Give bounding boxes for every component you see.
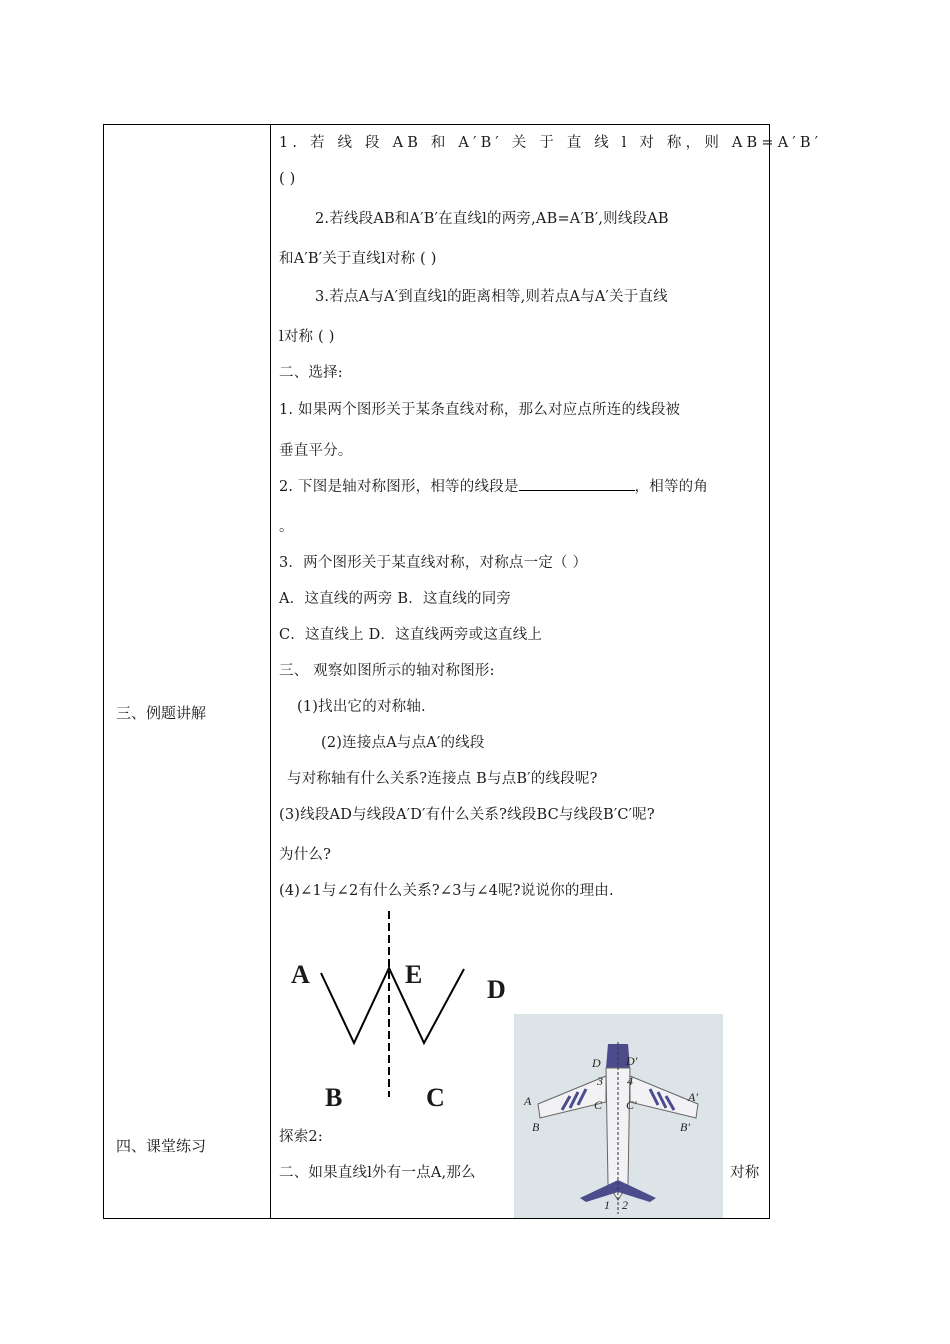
section-label-examples: 三、例题讲解 [116,704,207,722]
airplane-drawing [514,1014,723,1218]
choice-2-tail: ，相等的角 [634,479,709,495]
choice-2-text: 2. 下图是轴对称图形，相等的线段是 [279,479,519,495]
explore-2-question-tail: 对称 [730,1165,760,1181]
answer-blank [519,476,635,491]
choice-3-options-cd: C．这直线上 D．这直线两旁或这直线上 [279,627,543,643]
observe-2: (2)连接点A与点A′的线段 [321,735,485,751]
question-1-bracket: ( ) [279,171,296,187]
section-label-practice: 四、课堂练习 [116,1137,207,1155]
plane-label-d: D [592,1056,601,1070]
question-1: 1. 若 线 段 AB 和 A′B′ 关 于 直 线 l 对 称，则 AB=A′B′ [279,135,823,151]
question-3: 3.若点A与A′到直线l的距离相等,则若点A与A′关于直线 [315,289,668,305]
column-divider [270,125,271,1218]
choice-2-end: 。 [279,519,294,535]
w-label-c: C [426,1083,445,1112]
plane-label-a-prime: A′ [688,1090,698,1104]
heading-observe: 三、 观察如图所示的轴对称图形: [279,663,495,679]
plane-label-d-prime: D′ [626,1054,638,1068]
plane-label-a: A [524,1094,532,1108]
w-label-a: A [291,960,310,989]
choice-1: 1. 如果两个图形关于某条直线对称，那么对应点所连的线段被 [279,402,681,418]
heading-choice: 二、选择: [279,365,343,381]
observe-4: (4)∠1与∠2有什么关系?∠3与∠4呢?说说你的理由. [279,883,614,899]
plane-label-c: C [594,1098,603,1112]
plane-label-b-prime: B′ [680,1120,690,1134]
plane-label-2: 2 [622,1198,628,1212]
observe-3-cont: 为什么? [279,847,332,863]
observe-2-cont: 与对称轴有什么关系?连接点 B与点B′的线段呢? [287,771,598,787]
plane-label-c-prime: C′ [626,1098,637,1112]
choice-1-cont: 垂直平分。 [279,443,353,459]
explore-2: 探索2: [279,1129,323,1145]
explore-2-question: 二、如果直线l外有一点A,那么 [279,1165,476,1181]
question-2: 2.若线段AB和A′B′在直线l的两旁,AB=A′B′,则线段AB [315,211,669,227]
question-2-cont: 和A′B′关于直线l对称 ( ) [279,251,437,267]
w-shape [321,968,464,1043]
w-label-b: B [325,1083,343,1112]
w-label-e: E [405,960,423,989]
plane-label-1: 1 [604,1198,610,1212]
plane-label-3: 3 [597,1074,603,1088]
w-figure [279,905,519,1105]
question-3-cont: l对称 ( ) [279,329,335,345]
plane-label-4: 4 [627,1074,633,1088]
choice-3: 3．两个图形关于某直线对称，对称点一定（ ） [279,555,588,571]
choice-3-options-ab: A．这直线的两旁 B．这直线的同旁 [279,591,512,607]
observe-1: (1)找出它的对称轴. [297,699,426,715]
plane-label-b: B [532,1120,540,1134]
w-label-d: D [487,975,506,1004]
airplane-figure [514,1014,723,1218]
observe-3: (3)线段AD与线段A′D′有什么关系?线段BC与线段B′C′呢? [279,807,655,823]
choice-2 [279,475,708,496]
